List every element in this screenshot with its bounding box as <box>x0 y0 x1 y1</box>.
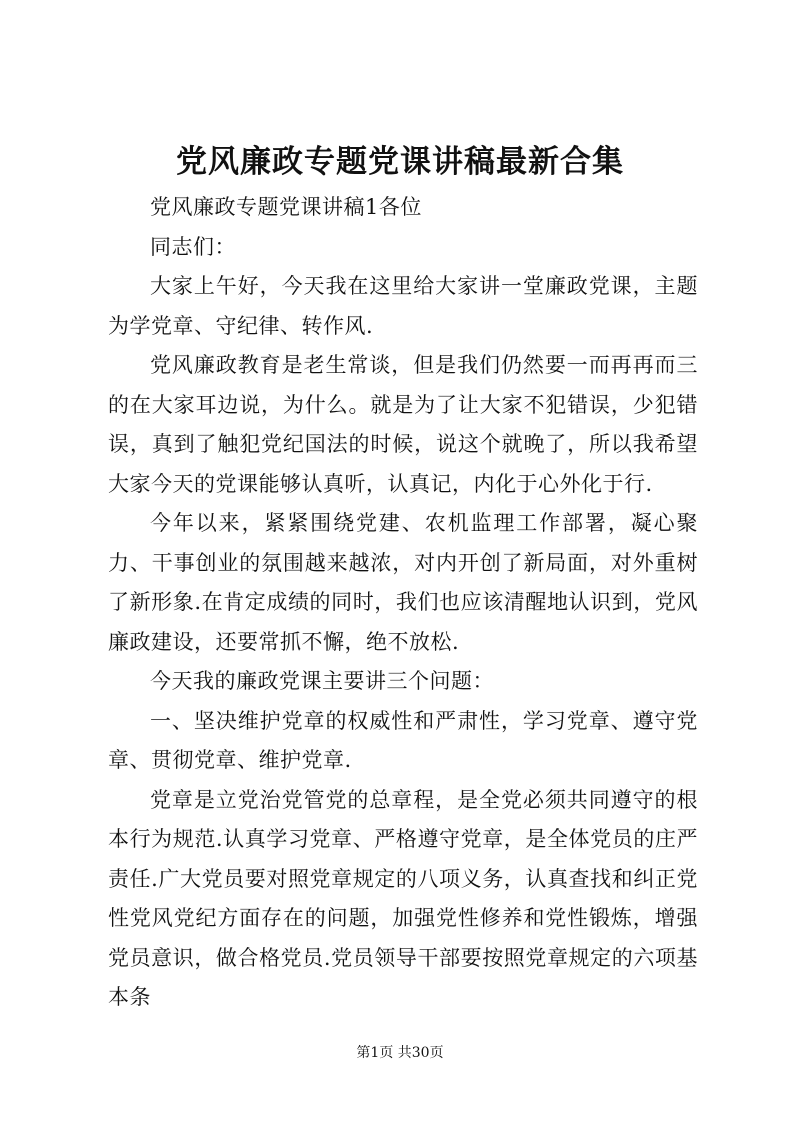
paragraph-8: 党章是立党治党管党的总章程，是全党必须共同遵守的根本行为规范.认真学习党章、严格遵守党章，是全体党员的庄严责任.广大党员要对照党章规定的八项义务，认真查找和纠正党性党风党纪方面存在的问题，加强党性修养和党性锻炼，增强党员意识，做合格党员.党员领导干部要按照党章规定的六项基本条 <box>108 787 698 1009</box>
page-number-footer: 第1页 共30页 <box>356 1045 444 1061</box>
paragraph-6: 今天我的廉政党课主要讲三个问题： <box>150 669 494 693</box>
document-title: 党风廉政专题党课讲稿最新合集 <box>176 144 624 180</box>
paragraph-5: 今年以来，紧紧围绕党建、农机监理工作部署，凝心聚力、干事创业的氛围越来越浓，对内开创了新局面，对外重树了新形象.在肯定成绩的同时，我们也应该清醒地认识到，党风廉政建设，还要常抓不懈，绝不放松. <box>108 511 698 654</box>
paragraph-1: 党风廉政专题党课讲稿1各位 <box>150 195 422 219</box>
paragraph-3: 大家上午好，今天我在这里给大家讲一堂廉政党课，主题为学党章、守纪律、转作风. <box>108 274 698 338</box>
paragraph-7: 一、坚决维护党章的权威性和严肃性，学习党章、遵守党章、贯彻党章、维护党章. <box>108 708 698 772</box>
paragraph-2: 同志们： <box>150 234 236 259</box>
paragraph-4: 党风廉政教育是老生常谈，但是我们仍然要一而再再而三的在大家耳边说，为什么。就是为了让大家不犯错误，少犯错误，真到了触犯党纪国法的时候，说这个就晚了，所以我希望大家今天的党课能够认真听，认真记，内化于心外化于行. <box>108 353 698 496</box>
document-body <box>108 188 698 1018</box>
